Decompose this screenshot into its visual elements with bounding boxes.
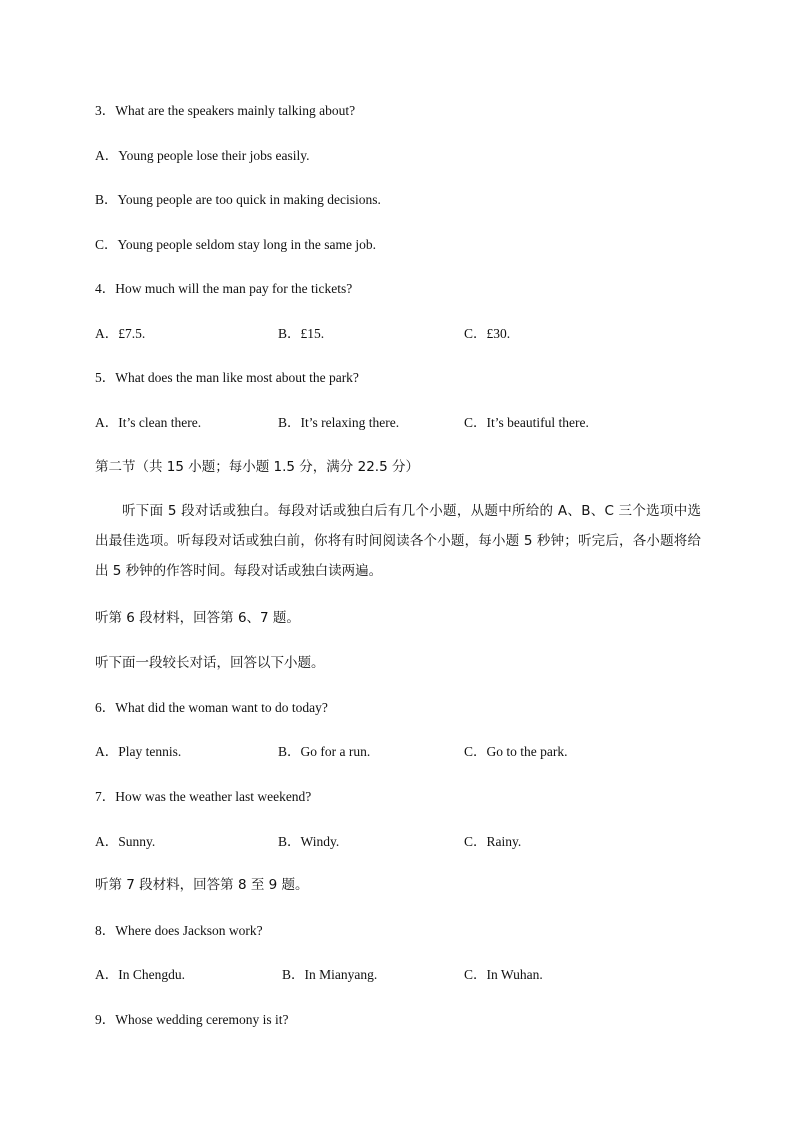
question-7-option-b: B．Windy. <box>278 834 340 849</box>
question-5: 5．What does the man like most about the park? <box>95 370 359 385</box>
question-5-option-c: C．It’s beautiful there. <box>464 415 589 430</box>
question-8-option-c: C．In Wuhan. <box>464 967 543 982</box>
question-9: 9．Whose wedding ceremony is it? <box>95 1012 289 1027</box>
question-6: 6．What did the woman want to do today? <box>95 700 328 715</box>
question-7-option-c: C．Rainy. <box>464 834 522 849</box>
question-3-option-a: A．Young people lose their jobs easily. <box>95 148 310 163</box>
question-8-option-b: B．In Mianyang. <box>282 967 378 982</box>
question-3: 3．What are the speakers mainly talking about? <box>95 103 356 118</box>
section-2-instructions: 听下面 5 段对话或独白。每段对话或独白后有几个小题，从题中所给的 A、B、C 三个选项中选出最佳选项。听每段对话或独白前，你将有时间阅读各个小题，每小题 5 秒钟；听完后，各小题将给出 5 秒钟的作答时间。每段对话或独白读两遍。 <box>95 503 701 579</box>
material-6-label: 听第 6 段材料，回答第 6、7 题。 <box>95 610 300 626</box>
question-6-option-a: A．Play tennis. <box>95 744 182 759</box>
question-5-option-b: B．It’s relaxing there. <box>278 415 400 430</box>
question-3-option-c: C．Young people seldom stay long in the same job. <box>95 237 376 252</box>
material-6-note: 听下面一段较长对话，回答以下小题。 <box>95 655 325 671</box>
question-4-option-c: C．£30. <box>464 326 511 341</box>
question-6-option-b: B．Go for a run. <box>278 744 371 759</box>
material-7-label: 听第 7 段材料，回答第 8 至 9 题。 <box>95 877 309 893</box>
question-5-option-a: A．It’s clean there. <box>95 415 202 430</box>
question-7-option-a: A．Sunny. <box>95 834 156 849</box>
question-4-option-b: B．£15. <box>278 326 325 341</box>
question-8-option-a: A．In Chengdu. <box>95 967 185 982</box>
section-2-heading: 第二节（共 15 小题；每小题 1.5 分，满分 22.5 分） <box>95 459 419 475</box>
question-8: 8．Where does Jackson work? <box>95 923 263 938</box>
question-6-option-c: C．Go to the park. <box>464 744 568 759</box>
question-3-option-b: B．Young people are too quick in making decisions. <box>95 192 381 207</box>
question-7: 7．How was the weather last weekend? <box>95 789 312 804</box>
question-4: 4．How much will the man pay for the tickets? <box>95 281 353 296</box>
question-4-option-a: A．£7.5. <box>95 326 146 341</box>
